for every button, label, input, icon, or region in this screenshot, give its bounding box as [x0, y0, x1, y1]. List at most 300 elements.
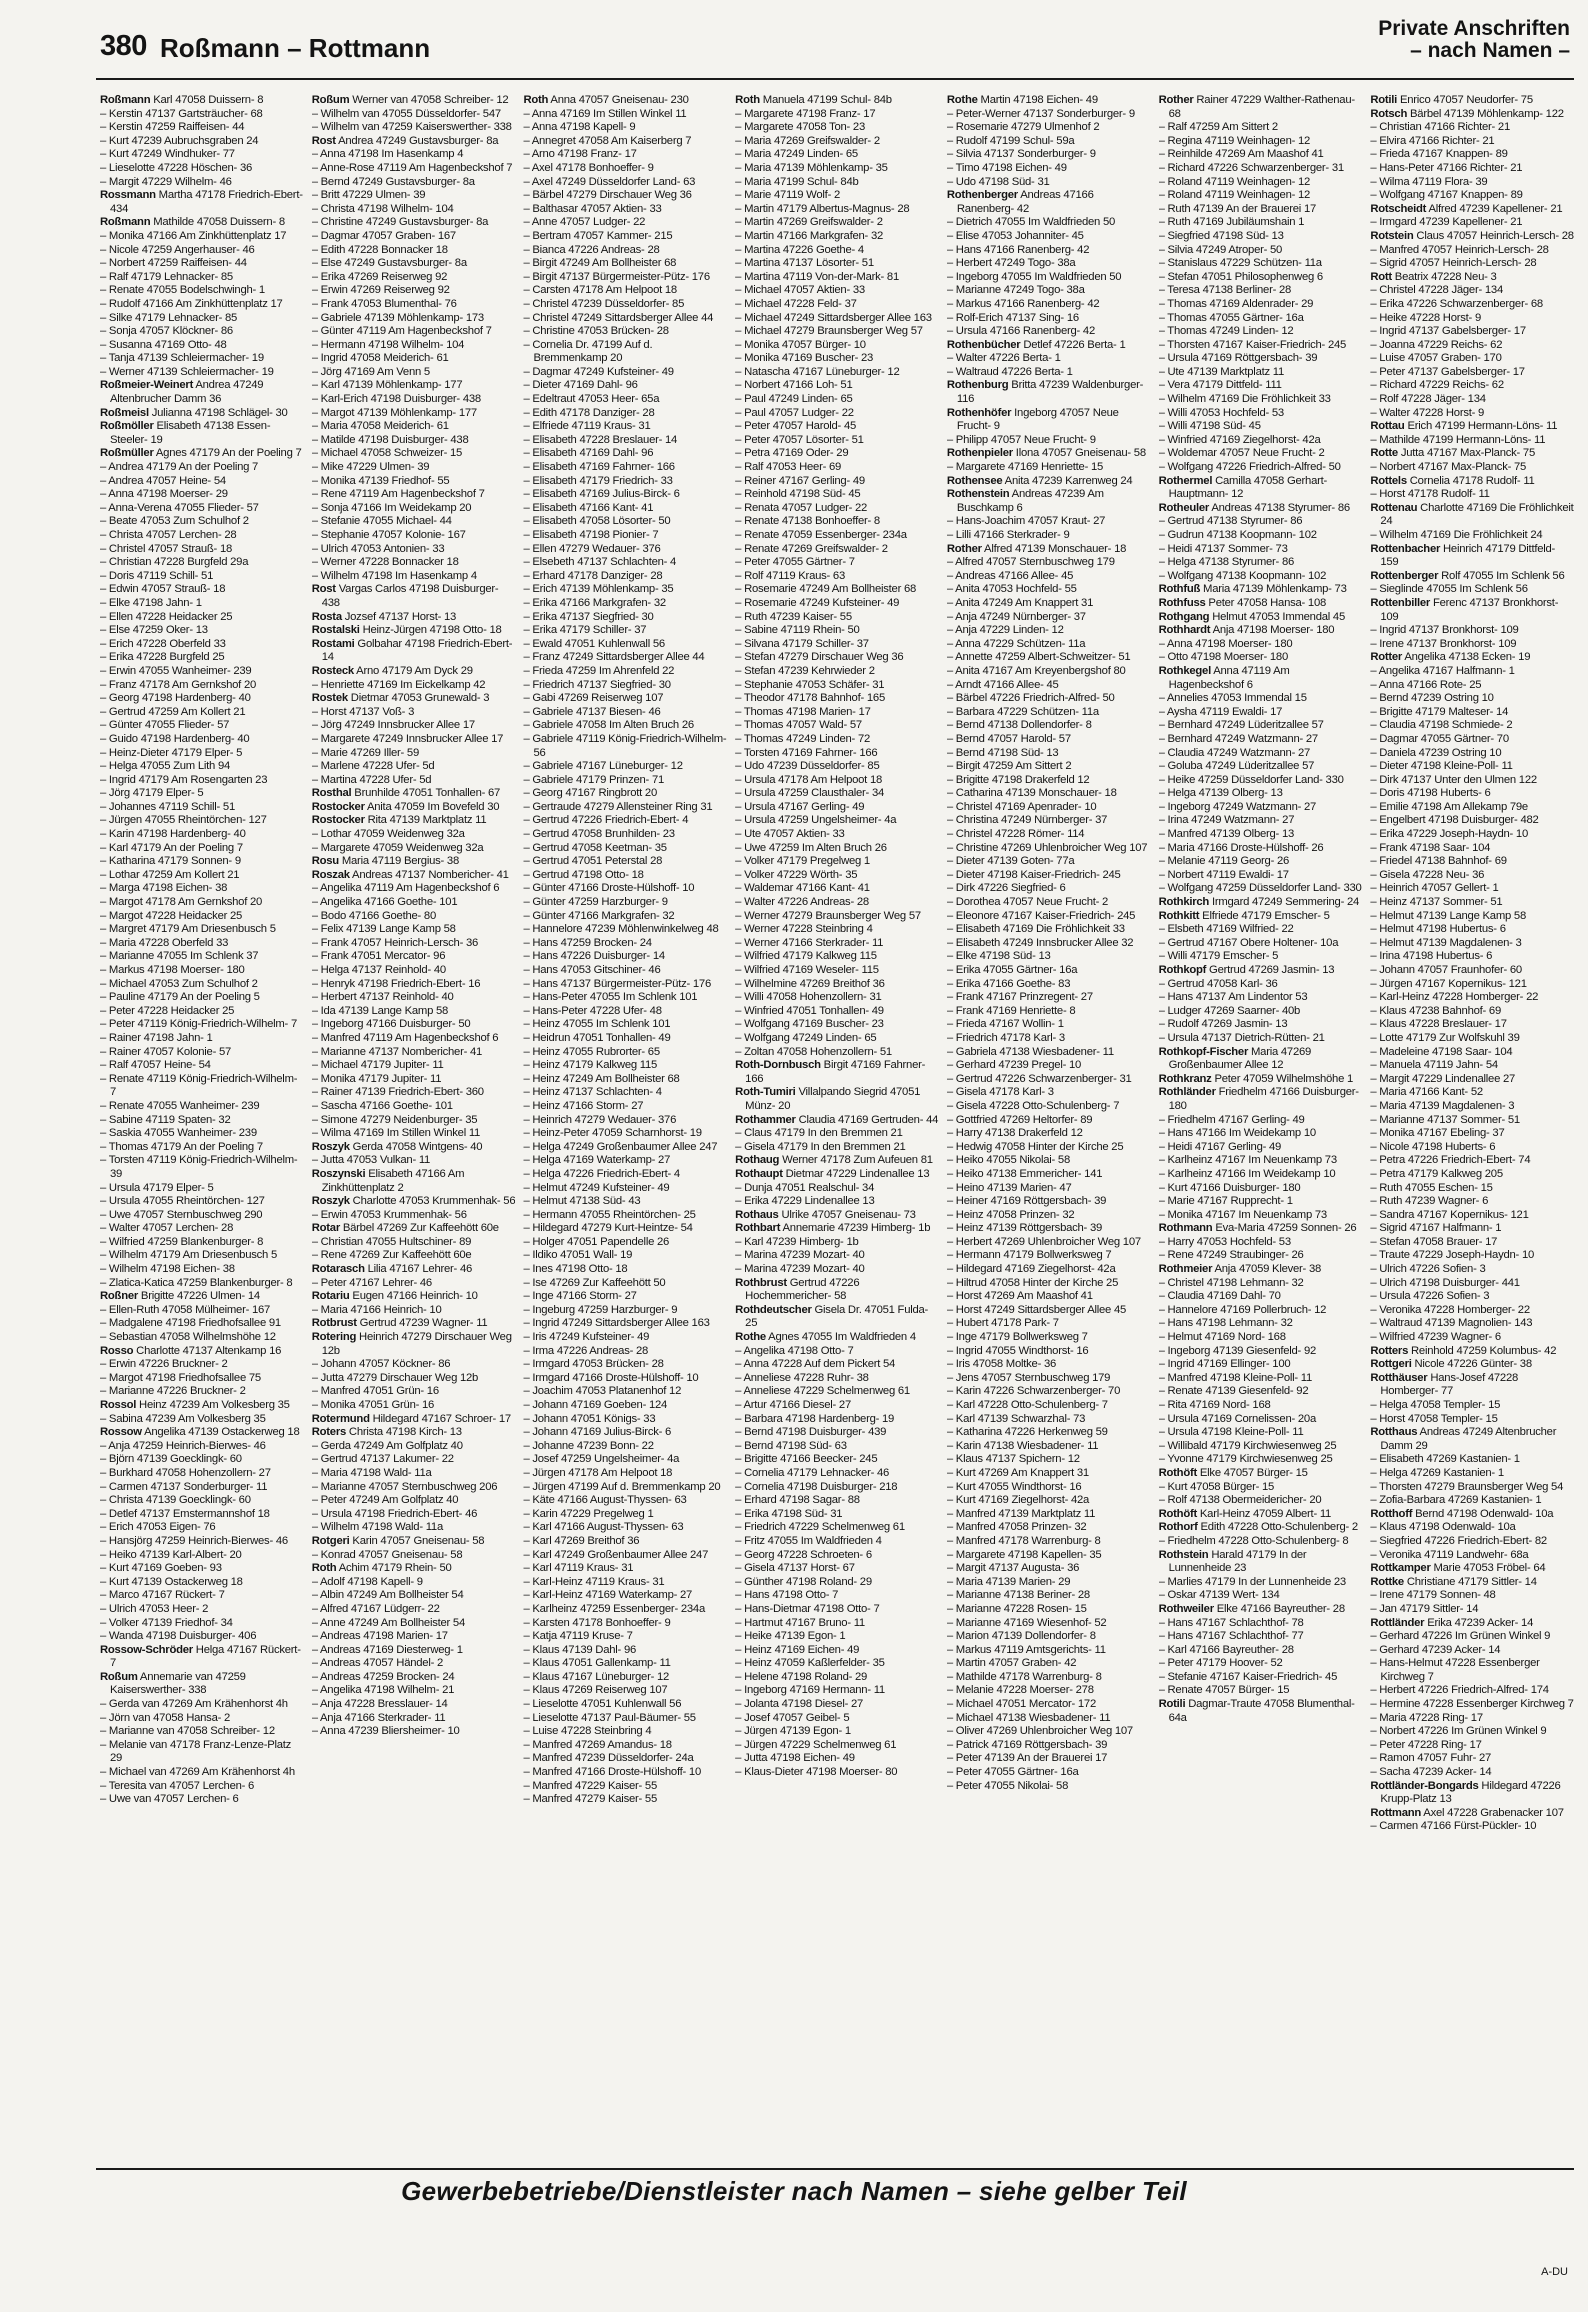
directory-entry: – Sabina 47239 Am Volkesberg 35 [100, 1412, 266, 1425]
directory-entry: – Walter 47057 Lerchen- 28 [100, 1222, 234, 1235]
directory-entry: – Gabriela 47138 Wiesbadener- 11 [946, 1045, 1114, 1058]
directory-entry: – Thorsten 47167 Kaiser-Friedrich- 245 [1158, 338, 1347, 351]
directory-entry: – Jürgen 47178 Am Helpoot 18 [523, 1466, 673, 1479]
directory-entry: Rosso Charlotte 47137 Altenkamp 16 [100, 1344, 282, 1357]
directory-entry: Rothenpieler Ilona 47057 Gneisenau- 58 [946, 447, 1146, 460]
directory-entry: Roßum Werner van 47058 Schreiber- 12 [311, 94, 509, 106]
directory-entry: – Arndt 47166 Allee- 45 [946, 678, 1059, 691]
directory-entry: – Claudia 47249 Watzmann- 27 [1158, 746, 1311, 759]
directory-entry: – Volker 47179 Pregelweg 1 [735, 855, 870, 868]
directory-entry: – Ursula 47055 Rheintörchen- 127 [100, 1195, 265, 1208]
directory-entry: – Werner 47228 Steinbring 4 [735, 923, 873, 936]
directory-entry: – Georg 47167 Ringbrott 20 [523, 787, 657, 800]
directory-entry: – Ulrich 47198 Duisburger- 441 [1370, 1276, 1520, 1289]
directory-entry: – Margit 47229 Wilhelm- 46 [100, 175, 232, 188]
directory-entry: – Daniela 47239 Ostring 10 [1370, 746, 1502, 759]
directory-entry: – Carmen 47137 Sonderburger- 11 [100, 1480, 268, 1493]
directory-entry: – Lieselotte 47137 Paul-Bäumer- 55 [523, 1711, 696, 1724]
directory-entry: – Friedrich 47229 Schelmenweg 61 [735, 1521, 905, 1534]
directory-entry: – Margit 47137 Augusta- 36 [946, 1562, 1080, 1575]
directory-entry: Rottenbacher Heinrich 47179 Dittfeld- 159 [1370, 542, 1556, 569]
directory-entry: – Kerstin 47259 Raiffeisen- 44 [100, 121, 245, 134]
directory-entry: – Renate 47055 Wanheimer- 239 [100, 1099, 260, 1112]
directory-entry: – Bernd 47198 Süd- 13 [946, 746, 1059, 759]
directory-entry: – Elisabeth 47058 Lösorter- 50 [523, 515, 671, 528]
directory-entry: – Manfred 47119 Am Hagenbeckshof 6 [311, 1031, 499, 1044]
directory-entry: – Else 47259 Oker- 13 [100, 624, 208, 637]
directory-entry: – Brigitte 47179 Malteser- 14 [1370, 705, 1509, 718]
directory-entry: – Wolfgang 47259 Düsseldorfer Land- 330 [1158, 882, 1362, 895]
directory-entry: – Martina 47228 Ufer- 5d [311, 773, 432, 786]
directory-entry: – Heinz 47058 Prinzen- 32 [946, 1208, 1075, 1221]
directory-entry: Roth-Dornbusch Birgit 47169 Fahrner- 166 [735, 1059, 926, 1085]
directory-entry: – Wilhelm 47169 Die Fröhlichkeit 24 [1370, 529, 1543, 541]
directory-entry: – Margarete 47059 Weidenweg 32a [311, 841, 484, 854]
directory-entry: – Marianne 47226 Bruckner- 2 [100, 1385, 246, 1398]
directory-entry: – Willi 47058 Hohenzollern- 31 [735, 991, 882, 1004]
directory-entry: – Anne-Rose 47119 Am Hagenbeckshof 7 [311, 161, 513, 174]
directory-entry: – Ingeborg 47166 Duisburger- 50 [311, 1018, 471, 1031]
directory-entry: – Gertrud 47138 Styrumer- 86 [1158, 515, 1303, 528]
directory-entry: – Angelika 47198 Wilhelm- 21 [311, 1684, 455, 1697]
directory-entry: Rottmann Axel 47228 Grabenacker 107 [1370, 1806, 1564, 1819]
directory-entry: – Franz 47178 Am Gernkshof 20 [100, 678, 257, 691]
directory-entry: – Heinz-Dieter 47179 Elper- 5 [100, 746, 243, 759]
directory-entry: – Gertrud 47058 Keetman- 35 [523, 841, 667, 854]
directory-entry: – Dieter 47198 Kleine-Poll- 11 [1370, 760, 1513, 773]
directory-entry: – Erich 47228 Oberfeld 33 [100, 637, 226, 650]
directory-entry: – Horst 47269 Am Maashof 41 [946, 1290, 1093, 1303]
directory-entry: – Frank 47057 Heinrich-Lersch- 36 [311, 936, 479, 949]
directory-entry: – Maria 47249 Linden- 65 [735, 148, 858, 161]
directory-entry: – Herbert 47137 Reinhold- 40 [311, 991, 454, 1004]
directory-entry: – Katja 47119 Kruse- 7 [523, 1630, 633, 1643]
directory-entry: – Dagmar 47057 Graben- 167 [311, 229, 456, 242]
directory-entry: – Andreas 47169 Diesterweg- 1 [311, 1643, 463, 1656]
directory-entry: – Uwe 47259 Im Alten Bruch 26 [735, 841, 887, 854]
directory-entry: Rothe Agnes 47055 Im Waldfrieden 4 [735, 1331, 916, 1344]
directory-entry: – Marianne 47138 Beriner- 28 [946, 1589, 1090, 1602]
directory-entry: – Birgit 47137 Bürgermeister-Pütz- 176 [523, 270, 710, 283]
directory-entry: – Anne 47057 Ludger- 22 [523, 216, 646, 229]
directory-entry: – Manfred 47139 Olberg- 13 [1158, 828, 1295, 841]
directory-entry: – Teresa 47138 Berliner- 28 [1158, 284, 1292, 297]
directory-entry: – Klaus 47238 Bahnhof- 69 [1370, 1004, 1501, 1017]
directory-entry: – Lilli 47166 Sterkrader- 9 [946, 529, 1070, 541]
directory-entry: – Philipp 47057 Neue Frucht- 9 [946, 433, 1096, 446]
directory-entry: – Ursula 47169 Röttgersbach- 39 [1158, 352, 1318, 365]
directory-entry: – Rainer 47139 Friedrich-Ebert- 360 [311, 1086, 484, 1099]
directory-entry: Rotili Dagmar-Traute 47058 Blumenthal- 64a [1158, 1698, 1355, 1724]
directory-entry: Roßmann Karl 47058 Duissern- 8 [100, 94, 264, 106]
directory-entry: – Helga 47269 Kastanien- 1 [1370, 1466, 1504, 1479]
header-divider [96, 78, 1574, 80]
directory-entry: – Helmut 47139 Magdalenen- 3 [1370, 936, 1522, 949]
directory-entry: – Alfred 47167 Lüdgerr- 22 [311, 1602, 440, 1615]
directory-entry: – Elisabeth 47169 Julius-Birck- 6 [523, 488, 680, 501]
directory-entry: – Arno 47198 Franz- 17 [523, 148, 637, 161]
section-title-line-2: – nach Namen – [1410, 39, 1570, 62]
directory-entry: – Hermann 47198 Wilhelm- 104 [311, 338, 465, 351]
directory-entry: – Ralf 47057 Heine- 54 [100, 1059, 211, 1072]
directory-entry: Roth Manuela 47199 Schul- 84b [735, 94, 892, 106]
directory-entry: – Ralf 47259 Am Sittert 2 [1158, 121, 1278, 134]
directory-entry: – Dirk 47137 Unter den Ulmen 122 [1370, 773, 1537, 786]
directory-entry: – Stephanie 47057 Kolonie- 167 [311, 529, 466, 541]
directory-entry: – Willi 47198 Süd- 45 [1158, 420, 1261, 433]
directory-entry: – Günter 47055 Flieder- 57 [100, 719, 230, 732]
directory-entry: – Edith 47228 Bonnacker 18 [311, 243, 448, 256]
directory-entry: Rothorf Edith 47228 Otto-Schulenberg- 2 [1158, 1521, 1358, 1534]
directory-entry: – Vera 47179 Dittfeld- 111 [1158, 379, 1282, 392]
directory-entry: – Herbert 47249 Togo- 38a [946, 257, 1076, 270]
directory-entry: – Hans 47053 Gitschiner- 46 [523, 964, 661, 976]
directory-entry: – Hans-Joachim 47057 Kraut- 27 [946, 515, 1106, 528]
directory-entry: – Ursula 47259 Ungelsheimer- 4a [735, 814, 897, 827]
directory-entry: – Wilhelm 47198 Wald- 11a [311, 1521, 443, 1534]
directory-entry: – Erika 47055 Gärtner- 16a [946, 964, 1078, 976]
directory-entry: – Iris 47249 Kufsteiner- 49 [523, 1331, 650, 1344]
directory-entry: – Helmut 47138 Süd- 43 [523, 1195, 641, 1208]
directory-entry: – Martin 47179 Albertus-Magnus- 28 [735, 202, 910, 215]
directory-entry: – Peter 47137 Gabelsberger- 17 [1370, 365, 1525, 378]
directory-entry: – Sieglinde 47055 Im Schlenk 56 [1370, 583, 1528, 596]
directory-entry: – Birgit 47249 Am Bollheister 68 [523, 257, 677, 270]
directory-entry: – Dirk 47226 Siegfried- 6 [946, 882, 1066, 895]
directory-entry: – Irma 47226 Andreas- 28 [523, 1344, 649, 1357]
directory-entry: – Gertrud 47051 Peterstal 28 [523, 855, 663, 868]
directory-entry: Rottenbiller Ferenc 47137 Bronkhorst- 109 [1370, 596, 1559, 623]
directory-entry: – Helga 47139 Olberg- 13 [1158, 787, 1283, 800]
directory-entry: – Melanie 47119 Georg- 26 [1158, 855, 1290, 868]
directory-entry: – Irina 47249 Watzmann- 27 [1158, 814, 1295, 827]
directory-entry: – Ruth 47055 Eschen- 15 [1370, 1181, 1493, 1194]
directory-entry: Rothenberger Andreas 47166 Ranenberg- 42 [946, 189, 1094, 215]
directory-entry: – Axel 47178 Bonhoeffer- 9 [523, 161, 654, 174]
directory-entry: – Rita 47169 Nord- 168 [1158, 1399, 1271, 1411]
directory-entry: – Waltraud 47226 Berta- 1 [946, 365, 1073, 378]
directory-entry: – Klaus 47051 Gallenkamp- 11 [523, 1657, 671, 1670]
directory-entry: Roth Anna 47057 Gneisenau- 230 [523, 94, 689, 106]
directory-entry: – Wanda 47198 Duisburger- 406 [100, 1630, 257, 1643]
directory-entry: – Hiltrud 47058 Hinter der Kirche 25 [946, 1276, 1119, 1289]
directory-entry: – Lothar 47059 Weidenweg 32a [311, 828, 465, 841]
directory-entry: – Anja 47259 Heinrich-Bierwes- 46 [100, 1439, 266, 1452]
directory-entry: – Erwin 47053 Krummenhak- 56 [311, 1208, 467, 1221]
directory-entry: Rotthoff Bernd 47198 Odenwald- 10a [1370, 1507, 1554, 1520]
directory-entry: – Elisabeth 47169 Dahl- 96 [523, 447, 654, 460]
directory-entry: – Klaus 47228 Breslauer- 17 [1370, 1018, 1507, 1031]
directory-entry: – Herbert 47269 Uhlenbroicher Weg 107 [946, 1235, 1141, 1248]
directory-entry: – Günther 47198 Roland- 29 [735, 1575, 872, 1588]
directory-entry: – Gertrud 47058 Karl- 36 [1158, 977, 1278, 990]
directory-entry: – Petra 47179 Kalkweg 205 [1370, 1167, 1503, 1180]
directory-entry: – Friedel 47138 Bahnhof- 69 [1370, 855, 1507, 868]
directory-entry: – Rene 47249 Straubinger- 26 [1158, 1249, 1304, 1262]
directory-entry: – Ludger 47269 Saarner- 40b [1158, 1004, 1301, 1017]
directory-entry: – Edeltraut 47053 Heer- 65a [523, 393, 660, 406]
directory-entry: Rothkopf Gertrud 47269 Jasmin- 13 [1158, 964, 1335, 976]
directory-entry: – Roland 47119 Weinhagen- 12 [1158, 189, 1311, 202]
directory-entry: – Sandra 47167 Kopernikus- 121 [1370, 1208, 1529, 1221]
directory-entry: – Anna 47166 Rote- 25 [1370, 678, 1482, 691]
directory-entry: – Bernd 47239 Ostring 10 [1370, 692, 1494, 705]
directory-entry: – Erika 47269 Reiserweg 92 [311, 270, 448, 283]
directory-entry: Rosthal Brunhilde 47051 Tonhallen- 67 [311, 787, 501, 800]
directory-entry: – Heinz 47055 Rubrorter- 65 [523, 1045, 660, 1058]
directory-entry: – Helga 47249 Großenbaumer Allee 247 [523, 1140, 718, 1153]
directory-entry: – Helga 47055 Zum Lith 94 [100, 760, 231, 773]
directory-entry: – Fritz 47055 Im Waldfrieden 4 [735, 1534, 882, 1547]
directory-entry: – Dietrich 47055 Im Waldfrieden 50 [946, 216, 1116, 229]
directory-entry: – Barbara 47198 Hardenberg- 19 [735, 1412, 895, 1425]
directory-entry: – Kurt 47169 Ziegelhorst- 42a [946, 1494, 1090, 1507]
directory-entry: – Bernd 47138 Dollendorfer- 8 [946, 719, 1092, 732]
directory-entry: Rottenau Charlotte 47169 Die Fröhlichkeit 24 [1370, 501, 1574, 528]
directory-entry: Rotili Enrico 47057 Neudorfer- 75 [1370, 94, 1533, 106]
directory-entry: – Thomas 47198 Marien- 17 [735, 705, 871, 718]
directory-entry: – Manfred 47058 Prinzen- 32 [946, 1521, 1087, 1534]
directory-entry: – Erich 47053 Eigen- 76 [100, 1521, 216, 1534]
directory-entry: – Renate 47055 Bodelschwingh- 1 [100, 284, 265, 297]
directory-entry: – Oskar 47139 Wert- 134 [1158, 1589, 1280, 1602]
directory-entry: – Manfred 47139 Marktplatz 11 [946, 1507, 1096, 1520]
directory-entry: – Margot 47139 Möhlenkamp- 177 [311, 406, 477, 419]
directory-entry: – Renate 47057 Bürger- 15 [1158, 1684, 1290, 1697]
directory-entry: – Ralf 47053 Heer- 69 [735, 461, 842, 474]
directory-entry: – Gertrud 47167 Obere Holtener- 10a [1158, 936, 1339, 949]
directory-entry: – Frank 47169 Henriette- 8 [946, 1004, 1076, 1017]
directory-entry: – Sonja 47166 Im Weidekamp 20 [311, 501, 472, 514]
directory-entry: – Dieter 47198 Kaiser-Friedrich- 245 [946, 868, 1121, 881]
directory-entry: Rothbart Annemarie 47239 Himberg- 1b [735, 1222, 931, 1235]
directory-entry: – Ruth 47239 Wagner- 6 [1370, 1195, 1489, 1208]
directory-entry: – Friedrich 47178 Karl- 3 [946, 1031, 1065, 1044]
directory-entry: – Erika 47137 Siegfried- 30 [523, 610, 654, 623]
directory-entry: – Manfred 47051 Grün- 16 [311, 1385, 439, 1398]
directory-entry: – Saskia 47055 Wanheimer- 239 [100, 1127, 257, 1140]
directory-entry: Rosteck Arno 47179 Am Dyck 29 [311, 664, 473, 677]
directory-entry: – Karlheinz 47166 Im Weidekamp 10 [1158, 1167, 1336, 1180]
directory-entry: – Anja 47166 Sterkrader- 11 [311, 1711, 446, 1724]
directory-entry: – Paul 47249 Linden- 65 [735, 393, 853, 406]
directory-entry: – Andrea 47179 An der Poeling 7 [100, 461, 259, 474]
directory-entry: – Andreas 47057 Händel- 2 [311, 1657, 444, 1670]
directory-entry: – Elisabeth 47228 Breslauer- 14 [523, 433, 678, 446]
directory-entry: – Kurt 47139 Ostackerweg 18 [100, 1575, 243, 1588]
directory-entry: – Carmen 47166 Fürst-Pückler- 10 [1370, 1820, 1537, 1833]
directory-entry: – Stefanie 47055 Michael- 44 [311, 515, 452, 528]
directory-entry: – Wolfgang 47249 Linden- 65 [735, 1031, 877, 1044]
directory-entry: – Joachim 47053 Platanenhof 12 [523, 1385, 682, 1398]
directory-entry: – Christel 47249 Sittardsberger Allee 44 [523, 311, 714, 324]
directory-entry: – Angelika 47198 Otto- 7 [735, 1344, 854, 1357]
directory-entry: – Bodo 47166 Goethe- 80 [311, 909, 436, 922]
directory-entry: Rothöft Elke 47057 Bürger- 15 [1158, 1466, 1308, 1479]
directory-entry: – Margot 47198 Friedhofsallee 75 [100, 1371, 261, 1384]
directory-entry: – Joanna 47229 Reichs- 62 [1370, 338, 1503, 351]
directory-entry: – Balthasar 47057 Aktien- 33 [523, 202, 662, 215]
directory-entry: – Nicole 47259 Angerhauser- 46 [100, 243, 255, 256]
directory-entry: – Gertrud 47198 Otto- 18 [523, 868, 644, 881]
directory-entry: – Gertrud 47058 Brunhilden- 23 [523, 828, 675, 841]
directory-entry: – Winfried 47051 Tonhallen- 49 [735, 1004, 884, 1017]
directory-entry: – Markus 47198 Moerser- 180 [100, 964, 245, 976]
directory-entry: – Anita 47167 Am Kreyenbergshof 80 [946, 664, 1126, 677]
directory-entry: – Jolanta 47198 Diesel- 27 [735, 1698, 864, 1711]
directory-entry: – Günter 47166 Droste-Hülshoff- 10 [523, 882, 695, 895]
directory-entry: – Teresita van 47057 Lerchen- 6 [100, 1779, 255, 1792]
directory-entry: – Kurt 47169 Goeben- 93 [100, 1562, 222, 1575]
directory-entry: Roszyk Gerda 47058 Wintgens- 40 [311, 1140, 483, 1153]
section-title [1378, 18, 1570, 62]
directory-entry: – Monika 47169 Buscher- 23 [735, 352, 874, 365]
directory-entry: – Beate 47053 Zum Schulhof 2 [100, 515, 249, 528]
directory-entry: – Irmgard 47239 Kapellener- 21 [1370, 216, 1523, 229]
directory-entry: – Christine 47249 Gustavsburger- 8a [311, 216, 489, 229]
directory-entry: – Gabriele 47139 Möhlenkamp- 173 [311, 311, 484, 324]
directory-column-3 [523, 94, 727, 2154]
directory-entry: – Erwin 47226 Bruckner- 2 [100, 1358, 228, 1371]
directory-entry: Rothaus Ulrike 47057 Gneisenau- 73 [735, 1208, 916, 1221]
directory-entry: Rosta Jozsef 47137 Horst- 13 [311, 610, 457, 623]
directory-entry: Rothermel Camilla 47058 Gerhart-Hauptmann- 12 [1158, 474, 1328, 501]
directory-entry: – Paul 47057 Ludger- 22 [735, 406, 854, 419]
directory-entry: Rothweiler Elke 47166 Bayreuther- 28 [1158, 1602, 1345, 1615]
directory-entry: – Oliver 47269 Uhlenbroicher Weg 107 [946, 1725, 1133, 1738]
directory-entry: – Markus 47166 Ranenberg- 42 [946, 297, 1100, 310]
directory-entry: – Anna 47228 Auf dem Pickert 54 [735, 1358, 896, 1371]
directory-entry: – Ursula 47226 Sofien- 3 [1370, 1290, 1490, 1303]
directory-entry: Rothaug Werner 47178 Zum Aufeuen 81 [735, 1154, 933, 1167]
directory-entry: – Maria 47198 Wald- 11a [311, 1466, 432, 1479]
section-title-line-1: Private Anschriften [1378, 17, 1570, 40]
directory-entry: – Bernhard 47249 Lüderitzallee 57 [1158, 719, 1324, 732]
directory-entry: – Frieda 47167 Knappen- 89 [1370, 148, 1508, 161]
directory-entry: – Irene 47137 Bronkhorst- 109 [1370, 637, 1517, 650]
directory-entry: – Andreas 47259 Brocken- 24 [311, 1670, 455, 1683]
directory-entry: – Erwin 47055 Wanheimer- 239 [100, 664, 252, 677]
directory-entry: – Elisabeth 47169 Die Fröhlichkeit 33 [946, 923, 1125, 936]
directory-entry: – Ines 47198 Otto- 18 [523, 1263, 628, 1276]
directory-entry: – Manfred 47178 Warrenburg- 8 [946, 1534, 1101, 1547]
directory-entry: – Helga 47169 Waterkamp- 27 [523, 1154, 671, 1167]
directory-entry: – Kurt 47239 Aubruchsgraben 24 [100, 134, 259, 147]
directory-entry: – Helga 47138 Styrumer- 86 [1158, 556, 1295, 569]
directory-entry: Roth-Tumiri Villalpando Siegrid 47051 Münz- 20 [735, 1086, 921, 1112]
directory-entry: – Elke 47198 Jahn- 1 [100, 596, 202, 609]
directory-entry: – Sonja 47057 Klöckner- 86 [100, 325, 233, 338]
directory-entry: – Dagmar 47249 Kufsteiner- 49 [523, 365, 674, 378]
directory-entry: – Kurt 47166 Duisburger- 180 [1158, 1181, 1301, 1194]
directory-entry: – Peter 47249 Am Golfplatz 40 [311, 1494, 459, 1507]
directory-entry: – Peter 47228 Heidacker 25 [100, 1004, 235, 1017]
directory-entry: – Inge 47179 Bollwerksweg 7 [946, 1331, 1088, 1344]
directory-entry: Rothenstein Andreas 47239 Am Buschkamp 6 [946, 488, 1104, 514]
directory-entry: – Ingrid 47137 Bronkhorst- 109 [1370, 624, 1519, 637]
directory-entry: – Elisabeth 47166 Kant- 41 [523, 501, 654, 514]
directory-entry: – Rosemarie 47279 Ulmenhof 2 [946, 121, 1100, 134]
directory-entry: – Hannelore 47169 Pollerbruch- 12 [1158, 1303, 1327, 1316]
directory-entry: – Willibald 47179 Kirchwiesenweg 25 [1158, 1439, 1337, 1452]
directory-entry: – Marianne 47169 Wiesenhof- 52 [946, 1616, 1107, 1629]
directory-entry: – Karl 47179 An der Poeling 7 [100, 841, 243, 854]
directory-entry: – Anne 47249 Am Bollheister 54 [311, 1616, 466, 1629]
directory-entry: – Horst 47178 Rudolf- 11 [1370, 488, 1490, 501]
directory-entry: – Manuela 47119 Jahn- 54 [1370, 1059, 1498, 1072]
directory-entry: – Jutta 47198 Eichen- 49 [735, 1752, 855, 1765]
directory-entry: – Wilhelm 47179 Am Driesenbusch 5 [100, 1249, 277, 1262]
directory-entry: – Heike 47228 Horst- 9 [1370, 311, 1481, 324]
directory-entry: – Helmut 47198 Hubertus- 6 [1370, 923, 1506, 936]
directory-entry: – Karl 47139 Möhlenkamp- 177 [311, 379, 463, 392]
directory-entry: – Marco 47167 Rückert- 7 [100, 1589, 225, 1602]
directory-entry: – Karl 47166 Bayreuther- 28 [1158, 1643, 1294, 1656]
directory-entry: – Johann 47169 Julius-Birck- 6 [523, 1426, 672, 1439]
directory-entry: – Ingeborg 47169 Hermann- 11 [735, 1684, 885, 1697]
directory-entry: – Peter-Werner 47137 Sonderburger- 9 [946, 107, 1135, 120]
directory-entry: – Karl 47139 Schwarzhal- 73 [946, 1412, 1086, 1425]
directory-entry: Rothgang Helmut 47053 Immendal 45 [1158, 610, 1345, 623]
directory-entry: – Simone 47279 Neidenburger- 35 [311, 1113, 478, 1126]
directory-entry: – Iris 47058 Moltke- 36 [946, 1358, 1057, 1371]
directory-entry: – Marianne 47137 Sommer- 51 [1370, 1113, 1520, 1126]
directory-entry: Roßmann Mathilde 47058 Duissern- 8 [100, 216, 285, 229]
directory-entry: – Goluba 47249 Lüderitzallee 57 [1158, 760, 1315, 773]
directory-entry: – Ida 47139 Lange Kamp 58 [311, 1004, 449, 1017]
directory-entry: – Ursula 47178 Am Helpoot 18 [735, 773, 883, 786]
directory-entry: – Friedrich 47137 Siegfried- 30 [523, 678, 671, 691]
directory-entry: – Johann 47169 Goeben- 124 [523, 1399, 668, 1411]
directory-entry: Roßmüller Agnes 47179 An der Poeling 7 [100, 447, 302, 460]
directory-entry: – Ruth 47239 Kaiser- 55 [735, 610, 852, 623]
directory-entry: – Christina 47249 Nürnberger- 37 [946, 814, 1108, 827]
directory-entry: – Andrea 47057 Heine- 54 [100, 474, 226, 487]
directory-entry: – Natascha 47167 Lüneburger- 12 [735, 365, 900, 378]
directory-entry: – Erika 47229 Lindenallee 13 [735, 1195, 875, 1208]
directory-entry: – Manfred 47057 Heinrich-Lersch- 28 [1370, 243, 1549, 256]
directory-entry: – Maria 47166 Kant- 52 [1370, 1086, 1483, 1099]
directory-entry: – Klaus 47167 Lüneburger- 12 [523, 1670, 670, 1683]
directory-entry: – Ingeborg 47249 Watzmann- 27 [1158, 800, 1317, 813]
directory-entry: Rothdeutscher Gisela Dr. 47051 Fulda- 25 [735, 1303, 929, 1330]
directory-entry: – Lieselotte 47051 Kuhlenwall 56 [523, 1698, 682, 1711]
directory-entry: – Angelika 47166 Goethe- 101 [311, 896, 458, 909]
directory-entry: – Wolfgang 47167 Knappen- 89 [1370, 189, 1523, 202]
directory-entry: – Ursula 47259 Clausthaler- 34 [735, 787, 885, 800]
directory-entry: – Gerda 47249 Am Golfplatz 40 [311, 1439, 463, 1452]
directory-entry: – Marie 47167 Rupprecht- 1 [1158, 1195, 1293, 1208]
directory-entry: – Maria 47139 Magdalenen- 3 [1370, 1099, 1515, 1112]
directory-entry: – Heinz 47139 Röttgersbach- 39 [946, 1222, 1103, 1235]
directory-entry: – Christa 47139 Goecklingk- 60 [100, 1494, 251, 1507]
directory-entry: – Marie 47269 Iller- 59 [311, 746, 419, 759]
directory-entry: – Ruth 47169 Jubiläumshain 1 [1158, 216, 1305, 229]
directory-entry: – Erika 47166 Goethe- 83 [946, 977, 1071, 990]
directory-entry: – Anna 47198 Moerser- 29 [100, 488, 228, 501]
directory-entry: – Ingeborg 47055 Im Waldfrieden 50 [946, 270, 1122, 283]
directory-entry: – Ulrich 47226 Sofien- 3 [1370, 1263, 1486, 1276]
directory-entry: – Karl-Heinz 47119 Kraus- 31 [523, 1575, 665, 1588]
directory-entry: – Heidrun 47051 Tonhallen- 49 [523, 1031, 671, 1044]
directory-entry: – Stanislaus 47229 Schützen- 11a [1158, 257, 1322, 270]
directory-entry: – Hans 47198 Otto- 7 [735, 1589, 839, 1602]
directory-entry: – Dieter 47169 Dahl- 96 [523, 379, 638, 392]
directory-entry: – Alfred 47057 Sternbuschweg 179 [946, 556, 1115, 569]
directory-entry: – Christine 47053 Brücken- 28 [523, 325, 669, 338]
directory-entry: – Frank 47053 Blumenthal- 76 [311, 297, 457, 310]
directory-entry: – Heinz 47169 Eichen- 49 [735, 1643, 860, 1656]
